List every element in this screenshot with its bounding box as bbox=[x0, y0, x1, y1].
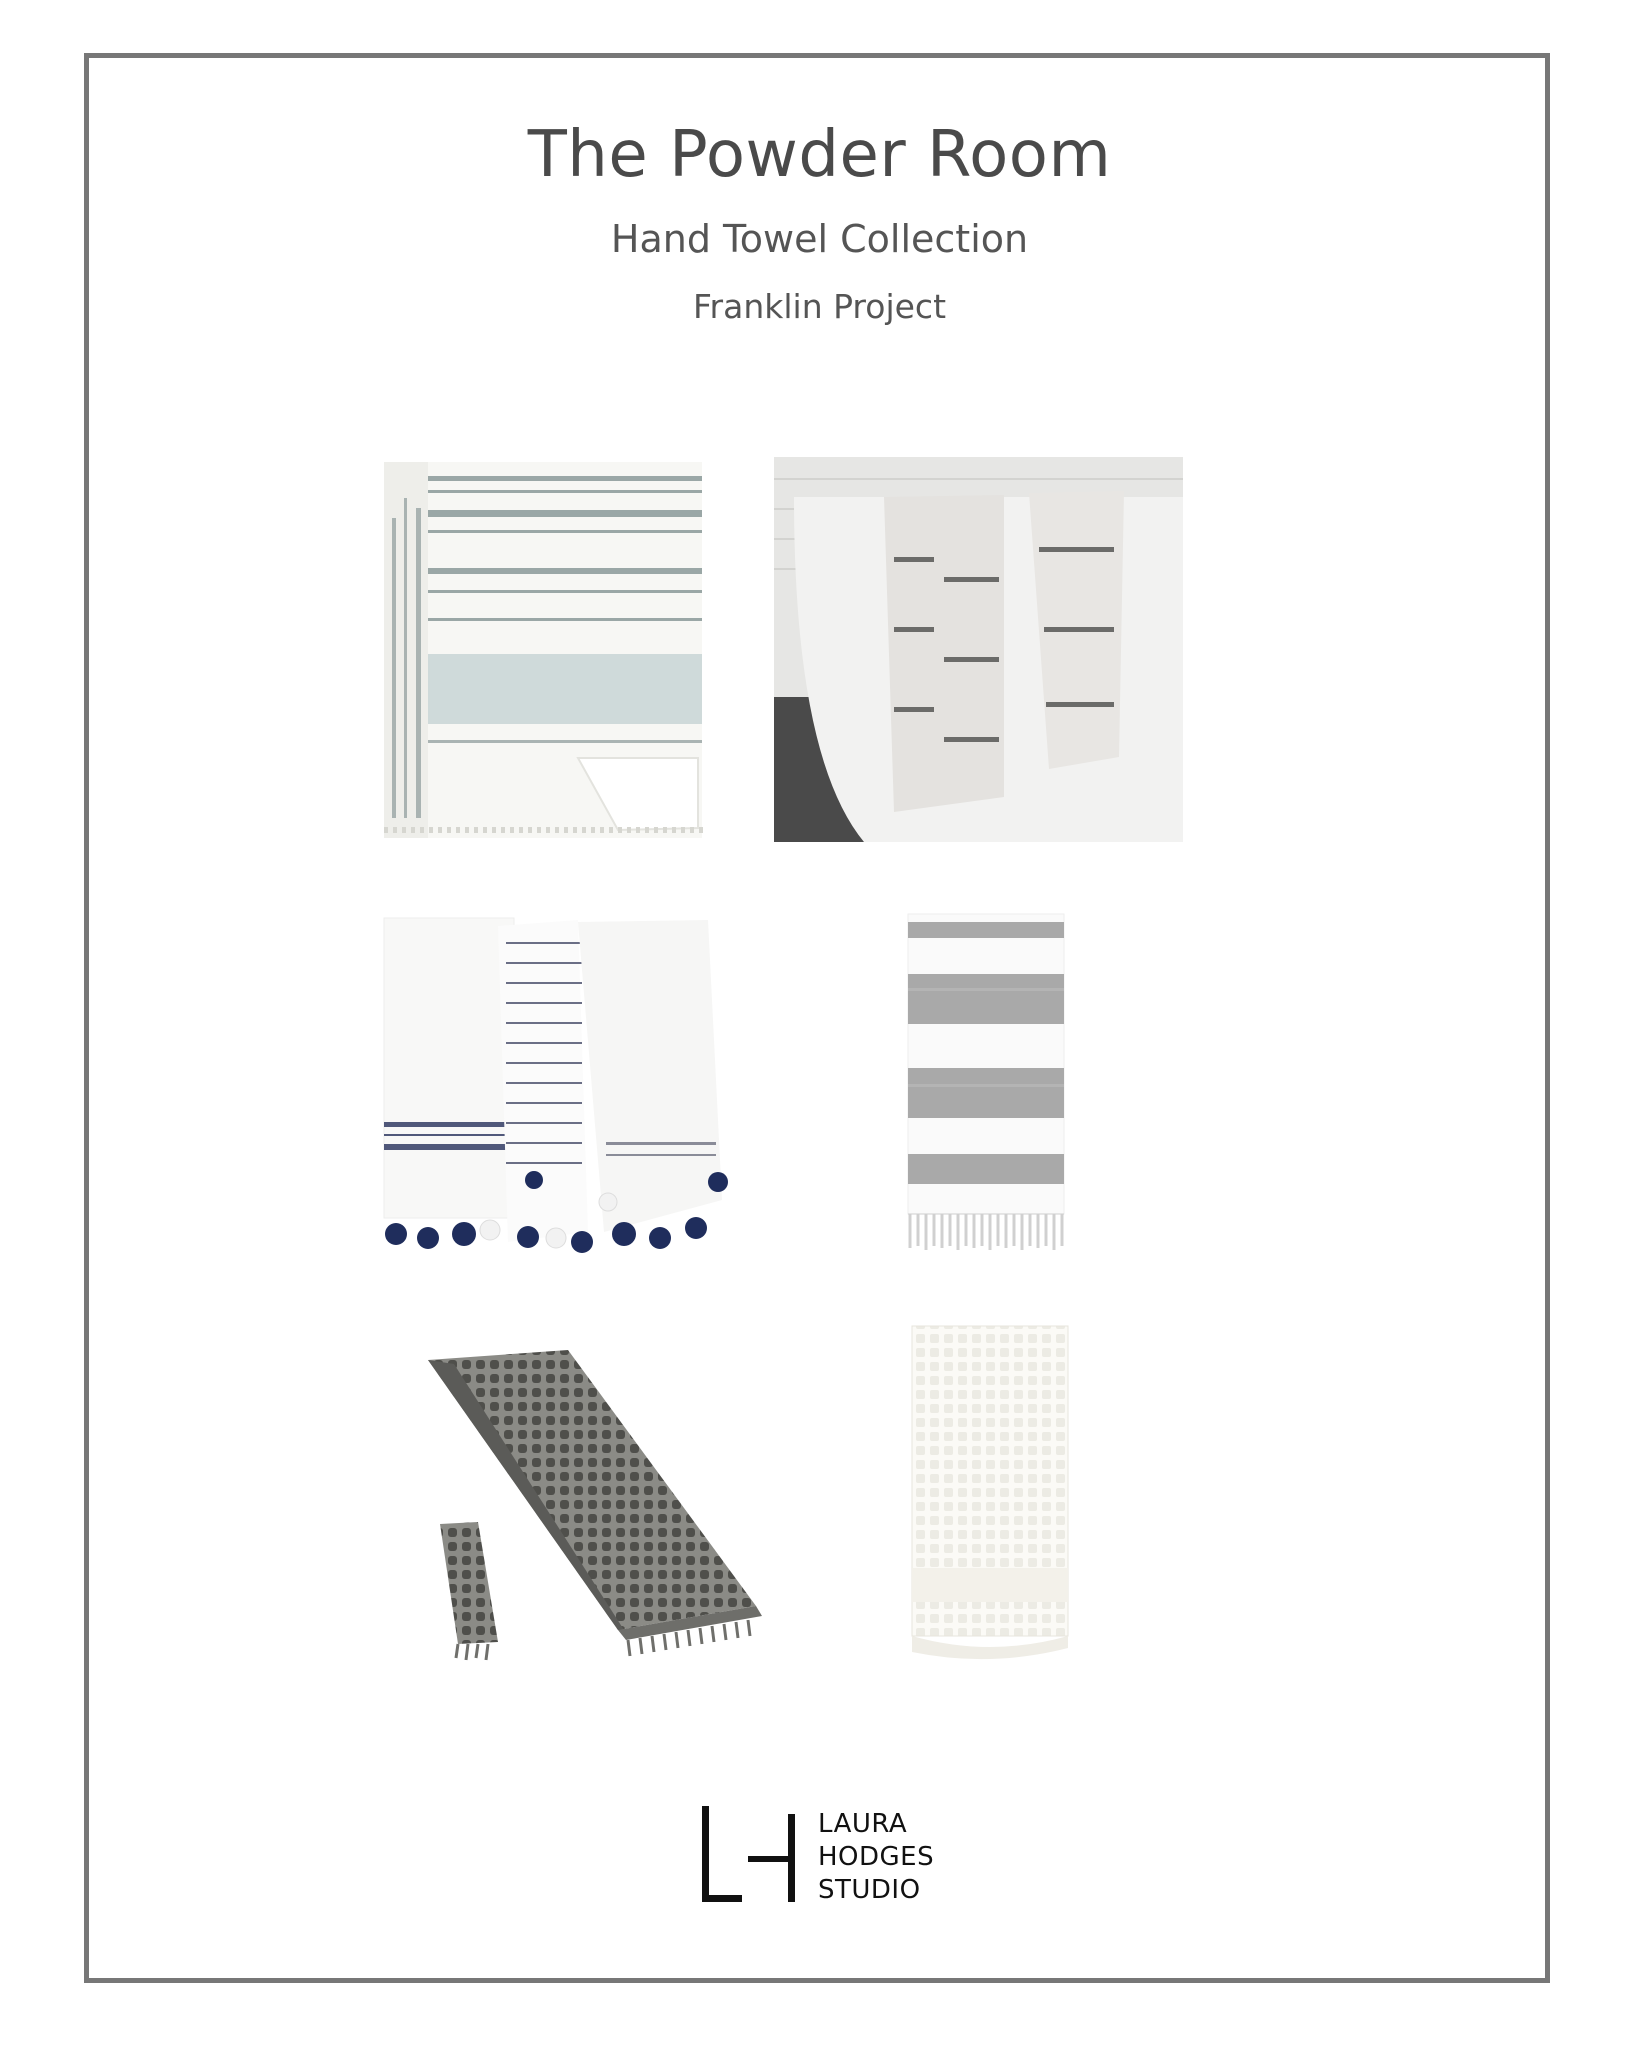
bathtub-striped-towels-image[interactable] bbox=[774, 457, 1183, 842]
navy-tassel-towels-image[interactable] bbox=[378, 912, 734, 1260]
ivory-waffle-towel-image[interactable] bbox=[900, 1318, 1076, 1668]
studio-logo bbox=[700, 1804, 960, 1914]
page-border bbox=[84, 53, 1550, 1983]
wide-gray-stripe-towel-image[interactable] bbox=[898, 908, 1074, 1256]
striped-folded-towel-image[interactable] bbox=[378, 458, 708, 842]
charcoal-waffle-towel-image[interactable] bbox=[418, 1344, 770, 1664]
lh-monogram-icon bbox=[700, 1804, 800, 1904]
logo-line-1: LAURA bbox=[818, 1809, 908, 1839]
page-title: The Powder Room bbox=[527, 118, 1112, 192]
logo-line-2: HODGES bbox=[818, 1842, 935, 1872]
logo-line-3: STUDIO bbox=[818, 1875, 921, 1905]
collection-subtitle: Hand Towel Collection bbox=[610, 217, 1029, 261]
studio-name bbox=[818, 1808, 934, 1907]
project-name: Franklin Project bbox=[692, 287, 947, 326]
